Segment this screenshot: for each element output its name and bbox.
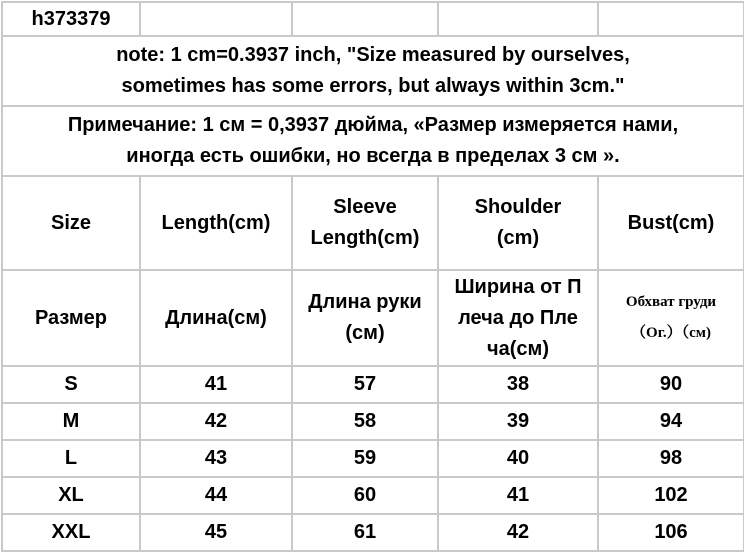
header-en-row [2,176,744,270]
cell-shoulder: 39 [438,403,598,440]
header-ru-shoulder-line2: леча до Пле [458,306,578,329]
note-en-line1: note: 1 cm=0.3937 inch, "Size measured by ourselves, [116,44,630,66]
header-ru-bust [598,270,744,366]
header-ru-bust-line2: （Ог.）（см) [631,325,711,341]
header-ru-sleeve-line1: Длина руки [308,291,422,313]
cell-sleeve: 58 [292,403,438,440]
cell-size: M [2,403,140,440]
cell-length: 45 [140,514,292,551]
header-sleeve-line1: Sleeve [333,196,397,218]
cell-sleeve: 61 [292,514,438,551]
header-size: Size [2,176,140,270]
cell-size: L [2,440,140,477]
cell-bust: 106 [598,514,744,551]
cell-bust: 98 [598,440,744,477]
header-ru-shoulder-line3: ча(см) [487,337,549,360]
cell-size: XXL [2,514,140,551]
size-chart-table [1,1,744,552]
header-sleeve-line2: Length(cm) [310,227,420,249]
cell-bust: 90 [598,366,744,403]
cell-length: 43 [140,440,292,477]
note-en-line2: sometimes has some errors, but always within 3cm." [121,75,625,97]
table-row [2,366,744,403]
header-ru-shoulder-line1: Ширина от П [454,275,582,298]
header-ru-length: Длина(см) [140,270,292,366]
note-russian [2,106,744,176]
header-ru-shoulder [438,270,598,366]
cell-shoulder: 40 [438,440,598,477]
table-row [2,440,744,477]
empty-cell [140,2,292,36]
cell-bust: 102 [598,477,744,514]
header-bust: Bust(cm) [598,176,744,270]
table-row [2,477,744,514]
cell-length: 44 [140,477,292,514]
empty-cell [438,2,598,36]
header-ru-sleeve-line2: (см) [345,322,385,344]
header-shoulder [438,176,598,270]
product-code: h373379 [2,2,140,36]
cell-size: XL [2,477,140,514]
cell-shoulder: 38 [438,366,598,403]
cell-sleeve: 60 [292,477,438,514]
cell-length: 41 [140,366,292,403]
header-shoulder-line1: Shoulder [474,196,562,218]
header-sleeve [292,176,438,270]
header-length: Length(cm) [140,176,292,270]
cell-bust: 94 [598,403,744,440]
note-ru-line1: Примечание: 1 см = 0,3937 дюйма, «Размер измеряется нами, [67,114,679,136]
cell-sleeve: 57 [292,366,438,403]
header-ru-bust-line1: Обхват груди [625,294,717,310]
cell-shoulder: 42 [438,514,598,551]
table-row [2,514,744,551]
table-row [2,403,744,440]
header-ru-row [2,270,744,366]
cell-shoulder: 41 [438,477,598,514]
empty-cell [292,2,438,36]
empty-cell [598,2,744,36]
cell-size: S [2,366,140,403]
header-shoulder-line2: (cm) [496,227,540,249]
note-ru-line2: иногда есть ошибки, но всегда в пределах 3 см ». [126,145,620,167]
note-english [2,36,744,106]
note-en-row [2,36,744,106]
note-ru-row [2,106,744,176]
header-ru-sleeve [292,270,438,366]
cell-length: 42 [140,403,292,440]
code-row [2,2,744,36]
header-ru-size: Размер [2,270,140,366]
cell-sleeve: 59 [292,440,438,477]
